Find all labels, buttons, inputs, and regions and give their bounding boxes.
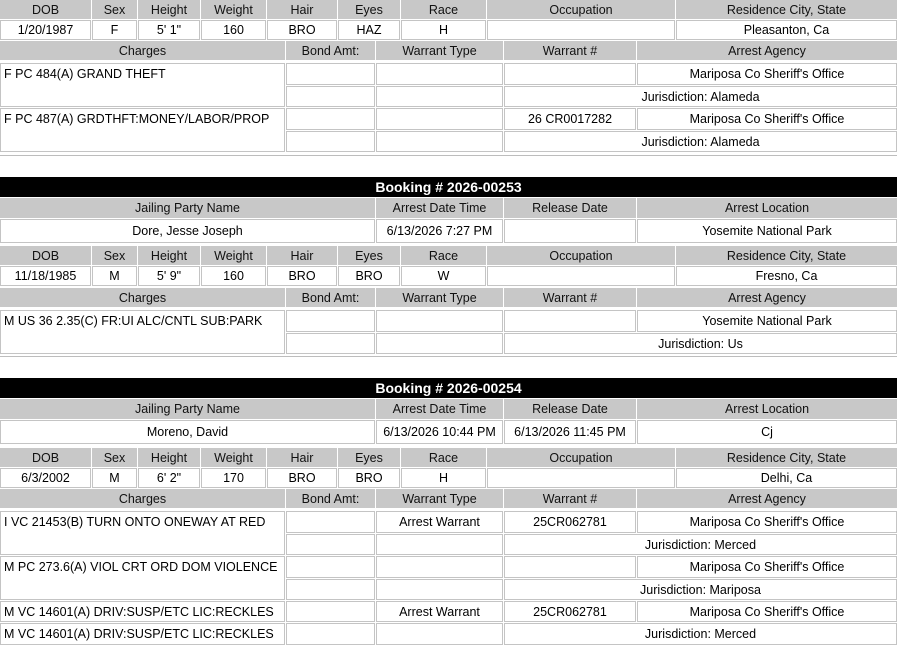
charges-header: Charges: [0, 489, 285, 508]
person-height: 6' 2": [138, 468, 200, 488]
person-header-occupation: Occupation: [487, 448, 675, 467]
warrant-type-secondary: [376, 534, 503, 555]
person-dob: 11/18/1985: [0, 266, 91, 286]
jurisdiction: Jurisdiction: Merced: [504, 534, 897, 555]
arrest-agency: Mariposa Co Sheriff's Office: [637, 63, 897, 85]
bond-amount: [286, 108, 375, 130]
bond-amount: [286, 511, 375, 533]
warrant-type: [376, 63, 503, 85]
bond-amount-secondary: [286, 579, 375, 600]
charge-description: M VC 14601(A) DRIV:SUSP/ETC LIC:RECKLES: [0, 623, 285, 645]
release-date-header: Release Date: [504, 198, 636, 218]
person-race: H: [401, 468, 486, 488]
person-header-height: Height: [138, 0, 200, 19]
person-header-weight: Weight: [201, 0, 266, 19]
warrant-type-secondary: [376, 86, 503, 107]
jurisdiction: Jurisdiction: Merced: [504, 623, 897, 645]
warrant-type-secondary: [376, 579, 503, 600]
warrant-type: Arrest Warrant: [376, 511, 503, 533]
person-hair: BRO: [267, 468, 337, 488]
jurisdiction: Jurisdiction: Alameda: [504, 131, 897, 152]
warrant-type: [376, 556, 503, 578]
warrant-number: [504, 310, 636, 332]
arrest-agency: Mariposa Co Sheriff's Office: [637, 601, 897, 622]
person-weight: 160: [201, 266, 266, 286]
jailing-party-name: Moreno, David: [0, 420, 375, 444]
person-hair: BRO: [267, 266, 337, 286]
warrant-number-header: Warrant #: [504, 489, 636, 508]
charge-description: M US 36 2.35(C) FR:UI ALC/CNTL SUB:PARK: [0, 310, 285, 354]
person-occupation: [487, 468, 675, 488]
person-sex: M: [92, 468, 137, 488]
bond-amount: [286, 556, 375, 578]
person-height: 5' 9": [138, 266, 200, 286]
arrest-agency-header: Arrest Agency: [637, 288, 897, 307]
arrest-location-header: Arrest Location: [637, 399, 897, 419]
bond-amount-secondary: [286, 534, 375, 555]
arrest-date-time: 6/13/2026 10:44 PM: [376, 420, 503, 444]
arrest-agency: Mariposa Co Sheriff's Office: [637, 108, 897, 130]
arrest-agency-header: Arrest Agency: [637, 489, 897, 508]
person-header-hair: Hair: [267, 448, 337, 467]
arrest-date-time: 6/13/2026 7:27 PM: [376, 219, 503, 243]
arrest-agency: Yosemite National Park: [637, 310, 897, 332]
arrest-agency: Mariposa Co Sheriff's Office: [637, 511, 897, 533]
person-header-weight: Weight: [201, 246, 266, 265]
person-height: 5' 1": [138, 20, 200, 40]
warrant-type-secondary: [376, 333, 503, 354]
person-header-eyes: Eyes: [338, 448, 400, 467]
warrant-number: 25CR062781: [504, 601, 636, 622]
bond-amount-secondary: [286, 131, 375, 152]
person-header-eyes: Eyes: [338, 246, 400, 265]
arrest-agency-header: Arrest Agency: [637, 41, 897, 60]
charge-description: F PC 487(A) GRDTHFT:MONEY/LABOR/PROP: [0, 108, 285, 152]
person-weight: 170: [201, 468, 266, 488]
warrant-type-header: Warrant Type: [376, 41, 503, 60]
jurisdiction: Jurisdiction: Mariposa: [504, 579, 897, 600]
person-header-hair: Hair: [267, 246, 337, 265]
person-residence: Fresno, Ca: [676, 266, 897, 286]
warrant-type-header: Warrant Type: [376, 489, 503, 508]
person-weight: 160: [201, 20, 266, 40]
person-residence: Delhi, Ca: [676, 468, 897, 488]
person-eyes: BRO: [338, 266, 400, 286]
bond-amount: [286, 63, 375, 85]
charge-description: M VC 14601(A) DRIV:SUSP/ETC LIC:RECKLES: [0, 601, 285, 622]
person-header-eyes: Eyes: [338, 0, 400, 19]
person-residence: Pleasanton, Ca: [676, 20, 897, 40]
warrant-number-header: Warrant #: [504, 288, 636, 307]
jurisdiction: Jurisdiction: Alameda: [504, 86, 897, 107]
person-header-race: Race: [401, 448, 486, 467]
warrant-type-header: Warrant Type: [376, 288, 503, 307]
bond-amount-secondary: [286, 86, 375, 107]
release-date: 6/13/2026 11:45 PM: [504, 420, 636, 444]
arrest-date-header: Arrest Date Time: [376, 198, 503, 218]
record-divider: [0, 356, 897, 357]
booking-title: Booking # 2026-00254: [0, 378, 897, 398]
bond-amount: [286, 601, 375, 622]
bond-header: Bond Amt:: [286, 489, 375, 508]
charges-header: Charges: [0, 288, 285, 307]
person-header-hair: Hair: [267, 0, 337, 19]
bond-header: Bond Amt:: [286, 288, 375, 307]
person-header-sex: Sex: [92, 0, 137, 19]
warrant-type-secondary: [376, 131, 503, 152]
person-header-dob: DOB: [0, 448, 91, 467]
person-header-race: Race: [401, 246, 486, 265]
arrest-date-header: Arrest Date Time: [376, 399, 503, 419]
release-date-header: Release Date: [504, 399, 636, 419]
bond-amount: [286, 623, 375, 645]
person-sex: F: [92, 20, 137, 40]
release-date: [504, 219, 636, 243]
jailing-party-header: Jailing Party Name: [0, 399, 375, 419]
person-eyes: BRO: [338, 468, 400, 488]
person-dob: 6/3/2002: [0, 468, 91, 488]
record-divider: [0, 155, 897, 156]
person-race: W: [401, 266, 486, 286]
person-header-residence: Residence City, State: [676, 0, 897, 19]
charges-header: Charges: [0, 41, 285, 60]
arrest-location: Cj: [637, 420, 897, 444]
bond-amount-secondary: [286, 333, 375, 354]
warrant-type: [376, 310, 503, 332]
person-dob: 1/20/1987: [0, 20, 91, 40]
warrant-number-header: Warrant #: [504, 41, 636, 60]
warrant-type: [376, 623, 503, 645]
arrest-agency: Mariposa Co Sheriff's Office: [637, 556, 897, 578]
person-header-occupation: Occupation: [487, 0, 675, 19]
person-occupation: [487, 266, 675, 286]
jurisdiction: Jurisdiction: Us: [504, 333, 897, 354]
bond-header: Bond Amt:: [286, 41, 375, 60]
arrest-location-header: Arrest Location: [637, 198, 897, 218]
person-occupation: [487, 20, 675, 40]
person-header-dob: DOB: [0, 0, 91, 19]
person-header-sex: Sex: [92, 246, 137, 265]
person-header-height: Height: [138, 448, 200, 467]
warrant-type: [376, 108, 503, 130]
person-header-race: Race: [401, 0, 486, 19]
jailing-party-name: Dore, Jesse Joseph: [0, 219, 375, 243]
bond-amount: [286, 310, 375, 332]
jailing-party-header: Jailing Party Name: [0, 198, 375, 218]
person-header-occupation: Occupation: [487, 246, 675, 265]
person-hair: BRO: [267, 20, 337, 40]
warrant-number: [504, 556, 636, 578]
arrest-location: Yosemite National Park: [637, 219, 897, 243]
person-race: H: [401, 20, 486, 40]
person-header-height: Height: [138, 246, 200, 265]
warrant-number: 26 CR0017282: [504, 108, 636, 130]
person-header-sex: Sex: [92, 448, 137, 467]
charge-description: F PC 484(A) GRAND THEFT: [0, 63, 285, 107]
person-header-weight: Weight: [201, 448, 266, 467]
person-header-residence: Residence City, State: [676, 448, 897, 467]
booking-title: Booking # 2026-00253: [0, 177, 897, 197]
person-header-dob: DOB: [0, 246, 91, 265]
charge-description: I VC 21453(B) TURN ONTO ONEWAY AT RED: [0, 511, 285, 555]
warrant-type: Arrest Warrant: [376, 601, 503, 622]
person-eyes: HAZ: [338, 20, 400, 40]
warrant-number: 25CR062781: [504, 511, 636, 533]
charge-description: M PC 273.6(A) VIOL CRT ORD DOM VIOLENCE: [0, 556, 285, 600]
person-sex: M: [92, 266, 137, 286]
warrant-number: [504, 63, 636, 85]
person-header-residence: Residence City, State: [676, 246, 897, 265]
